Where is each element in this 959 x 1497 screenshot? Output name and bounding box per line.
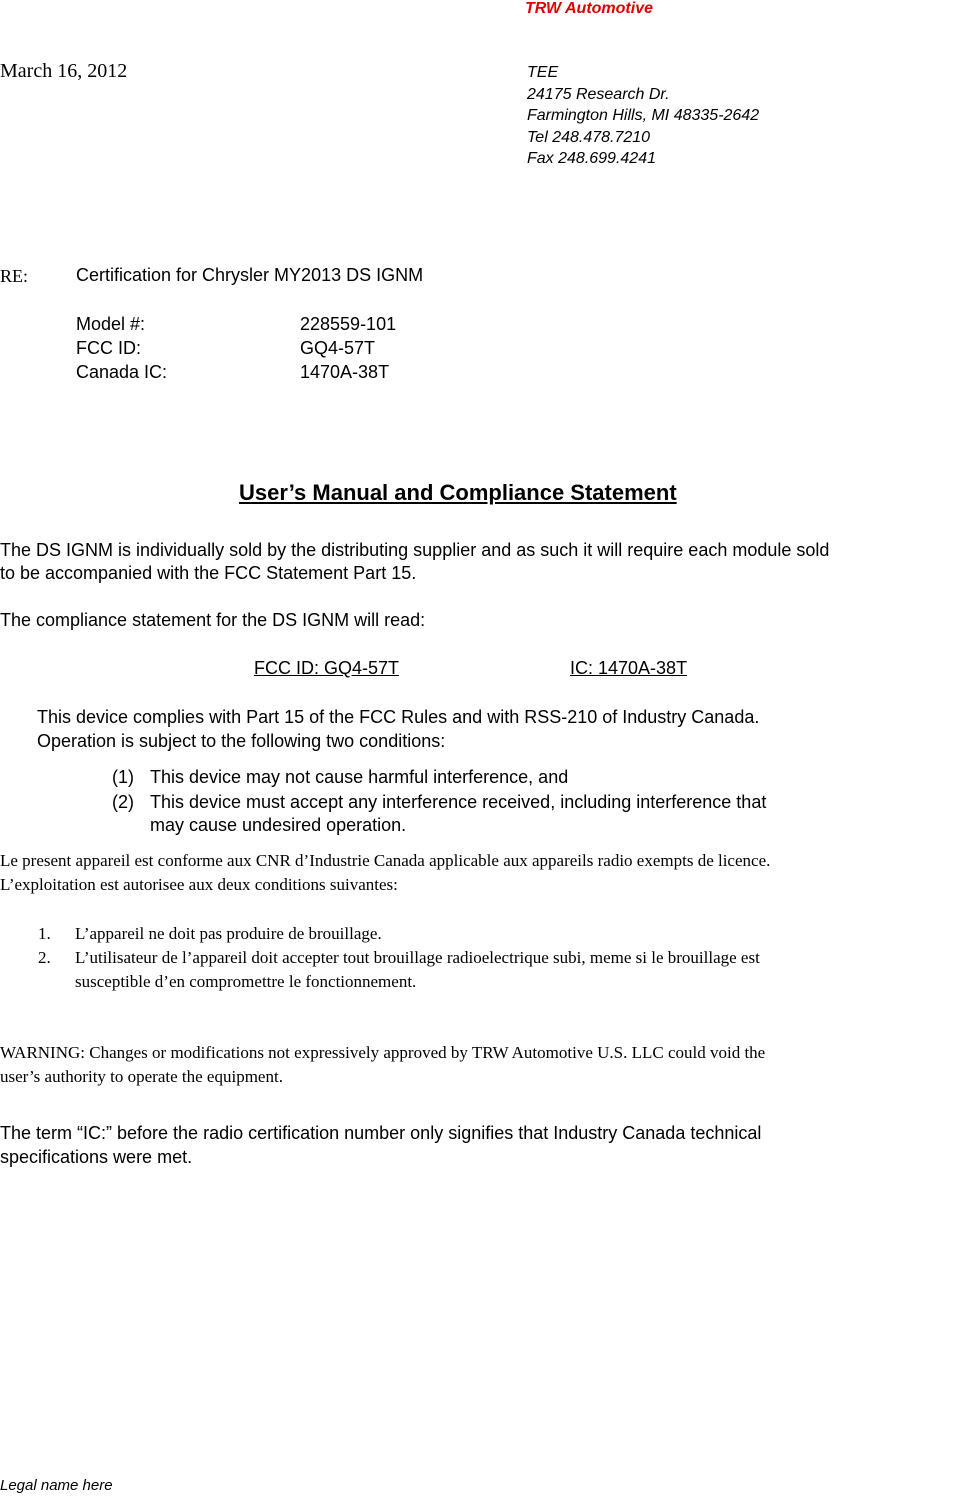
warning-line: WARNING: Changes or modifications not expressively approved by TRW Automotive U.S. LLC could void the (0, 1043, 766, 1062)
address-line: Fax 248.699.4241 (527, 150, 656, 167)
intro-line: to be accompanied with the FCC Statement Part 15. (0, 563, 417, 583)
french-line: Le present appareil est conforme aux CNR d’Industrie Canada applicable aux appareils radio exempts de licence. (0, 851, 771, 870)
ic-term-line: The term “IC:” before the radio certification number only signifies that Industry Canada technical (0, 1123, 762, 1143)
intro-line: The compliance statement for the DS IGNM will read: (0, 610, 426, 630)
document-title: User’s Manual and Compliance Statement (239, 480, 677, 505)
field-value: 1470A-38T (300, 362, 390, 382)
statement-line: This device complies with Part 15 of the FCC Rules and with RSS-210 of Industry Canada. (37, 707, 760, 727)
address-line: 24175 Research Dr. (527, 86, 670, 103)
ic-id: IC: 1470A-38T (570, 658, 688, 678)
condition-number: (2) (112, 792, 134, 812)
fcc-id: FCC ID: GQ4-57T (254, 658, 400, 678)
address-line: Farmington Hills, MI 48335-2642 (527, 107, 760, 124)
field-label: FCC ID: (76, 338, 141, 358)
footer-legal-name: Legal name here (0, 1477, 113, 1494)
field-label: Model #: (76, 314, 146, 334)
condition-text: This device must accept any interference received, including interference that (150, 792, 767, 812)
condition-number: (1) (112, 767, 134, 787)
field-value: 228559-101 (300, 314, 397, 334)
french-item-number: 1. (38, 924, 51, 943)
warning-line: user’s authority to operate the equipment. (0, 1067, 283, 1086)
statement-line: Operation is subject to the following two conditions: (37, 731, 446, 751)
company-name: TRW Automotive (525, 0, 653, 17)
intro-line: The DS IGNM is individually sold by the distributing supplier and as such it will require each module sold (0, 540, 830, 560)
re-label: RE: (0, 266, 29, 286)
condition-text: may cause undesired operation. (150, 815, 407, 835)
letter-date: March 16, 2012 (0, 60, 128, 82)
french-item-text: L’appareil ne doit pas produire de brouillage. (75, 924, 382, 943)
french-item-text: susceptible d’en compromettre le fonctionnement. (75, 972, 417, 991)
ic-term-line: specifications were met. (0, 1147, 193, 1167)
re-subject: Certification for Chrysler MY2013 DS IGNM (76, 265, 424, 285)
french-line: L’exploitation est autorisee aux deux conditions suivantes: (0, 875, 398, 894)
french-item-number: 2. (38, 948, 51, 967)
address-line: Tel 248.478.7210 (527, 129, 651, 146)
address-line: TEE (527, 64, 559, 81)
french-item-text: L’utilisateur de l’appareil doit accepter tout brouillage radioelectrique subi, meme si le brouillage est (75, 948, 760, 967)
field-value: GQ4-57T (300, 338, 376, 358)
field-label: Canada IC: (76, 362, 168, 382)
condition-text: This device may not cause harmful interference, and (150, 767, 569, 787)
